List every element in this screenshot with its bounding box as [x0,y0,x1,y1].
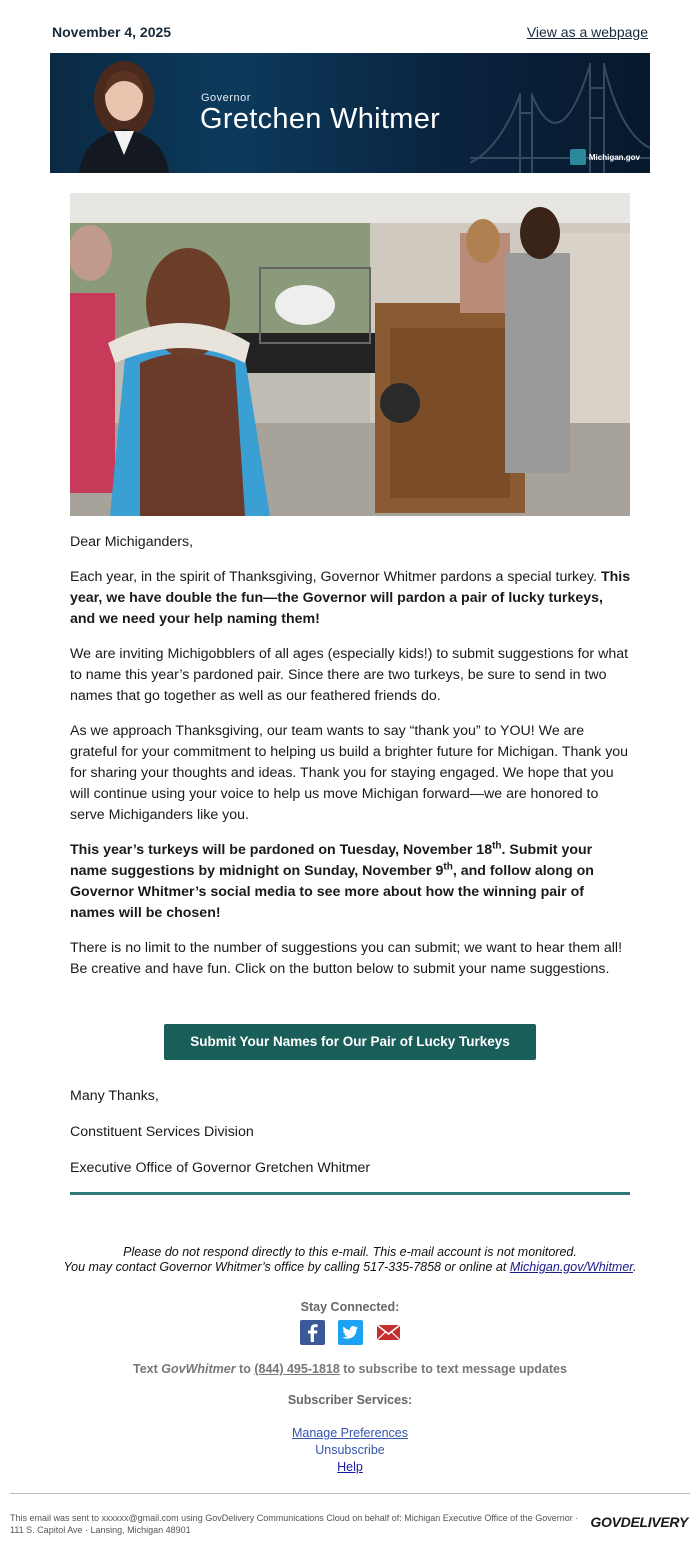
contact-end: . [633,1260,637,1274]
paragraph-no-limit: There is no limit to the number of suggestions you can submit; we want to hear them all! Be creative and have fun. Click on the button below to submit your name suggestions. [70,940,623,977]
text-phone-link[interactable]: (844) 495-1818 [254,1362,340,1376]
letter-body [70,532,632,994]
turkey-pardon-photo [70,193,630,516]
no-reply-note: Please do not respond directly to this e-mail. This e-mail account is not monitored. [123,1245,577,1259]
view-as-webpage-link[interactable]: View as a webpage [526,24,648,40]
event-photo [70,193,630,516]
text-prefix: Text [133,1362,162,1376]
paragraph-intro [70,567,632,630]
greeting: Dear Michiganders, [70,534,194,550]
facebook-icon[interactable] [300,1320,325,1345]
text-keyword: GovWhitmer [161,1362,236,1376]
intro-bold-text: This year, we have double the fun—the Governor will pardon a pair of lucky turkeys, and we need your help naming them! [70,569,631,627]
govdelivery-logo: GOVDELIVERY [590,1514,688,1530]
michigan-gov-text: Michigan.gov [588,152,640,162]
divider [70,1192,630,1195]
dates-sup-2: th [443,861,453,873]
subscriber-services-label: Subscriber Services: [287,1393,413,1407]
michigan-logo-icon [570,149,586,165]
top-bar [52,22,648,42]
email-date: November 4, 2025 [52,24,172,40]
fineprint: This email was sent to xxxxxx@gmail.com using GovDelivery Communications Cloud on behalf of: Michigan Executive Office of the Governor · 111 S. Capitol Ave · Lansing, Michigan 48901 [10,1513,579,1535]
dates-sup-1: th [492,840,502,852]
footer-note [0,1245,700,1275]
contact-text: You may contact Governor Whitmer’s office by calling 517-335-7858 or online at [63,1260,510,1274]
unsubscribe-link[interactable]: Unsubscribe [315,1443,385,1457]
dates-text-a: This year’s turkeys will be pardoned on Tuesday, November 18 [70,842,493,858]
text-subscribe-line [0,1362,700,1376]
signoff-line-office: Executive Office of Governor Gretchen Whitmer [70,1160,371,1176]
stay-connected-label: Stay Connected: [300,1300,400,1314]
manage-preferences-link[interactable]: Manage Preferences [291,1426,409,1440]
signoff-line-division: Constituent Services Division [70,1124,254,1140]
banner-governor-name: Gretchen Whitmer [200,103,441,135]
contact-note [0,1260,700,1275]
social-icons [300,1320,401,1345]
banner-title-small: Governor [201,92,251,104]
intro-text: Each year, in the spirit of Thanksgiving, Governor Whitmer pardons a special turkey. [70,569,601,585]
text-to: to [235,1362,255,1376]
subscriber-links [0,1425,700,1476]
paragraph-dates [70,840,632,924]
twitter-icon[interactable] [338,1320,363,1345]
paragraph-thanks: As we approach Thanksgiving, our team wants to say “thank you” to YOU! We are grateful for your commitment to helping us build a brighter future for Michigan. Thank you for sharing your thoughts and ideas. Thank you for staying engaged. We hope that you will continue using your voice to help us move Michigan forward—we are honored to serve Michiganders like you. [70,723,629,823]
email-icon[interactable] [376,1320,401,1345]
dates-text-b: . Submit your name suggestions by midnight on Sunday, November 9 [70,842,593,879]
michigan-gov-badge [570,149,640,165]
text-suffix: to subscribe to text message updates [339,1362,567,1376]
footer-divider [10,1493,690,1494]
signoff [70,1086,370,1194]
paragraph-invite: We are inviting Michigobblers of all ages (especially kids!) to submit suggestions for what to name this year’s pardoned pair. Since there are two turkeys, be sure to send in two names that go together as well as our feathered friends do. [70,646,629,704]
governor-portrait [74,57,174,173]
signoff-line-thanks: Many Thanks, [70,1088,159,1104]
help-link[interactable]: Help [337,1460,363,1474]
governor-banner [50,53,650,173]
submit-names-button[interactable]: Submit Your Names for Our Pair of Lucky Turkeys [164,1024,536,1060]
dates-text-c: , and follow along on Governor Whitmer’s social media to see more about how the winning pair of names will be chosen! [70,863,594,921]
cta-wrapper [164,1024,536,1060]
michigan-gov-whitmer-link[interactable]: Michigan.gov/Whitmer [509,1260,633,1274]
